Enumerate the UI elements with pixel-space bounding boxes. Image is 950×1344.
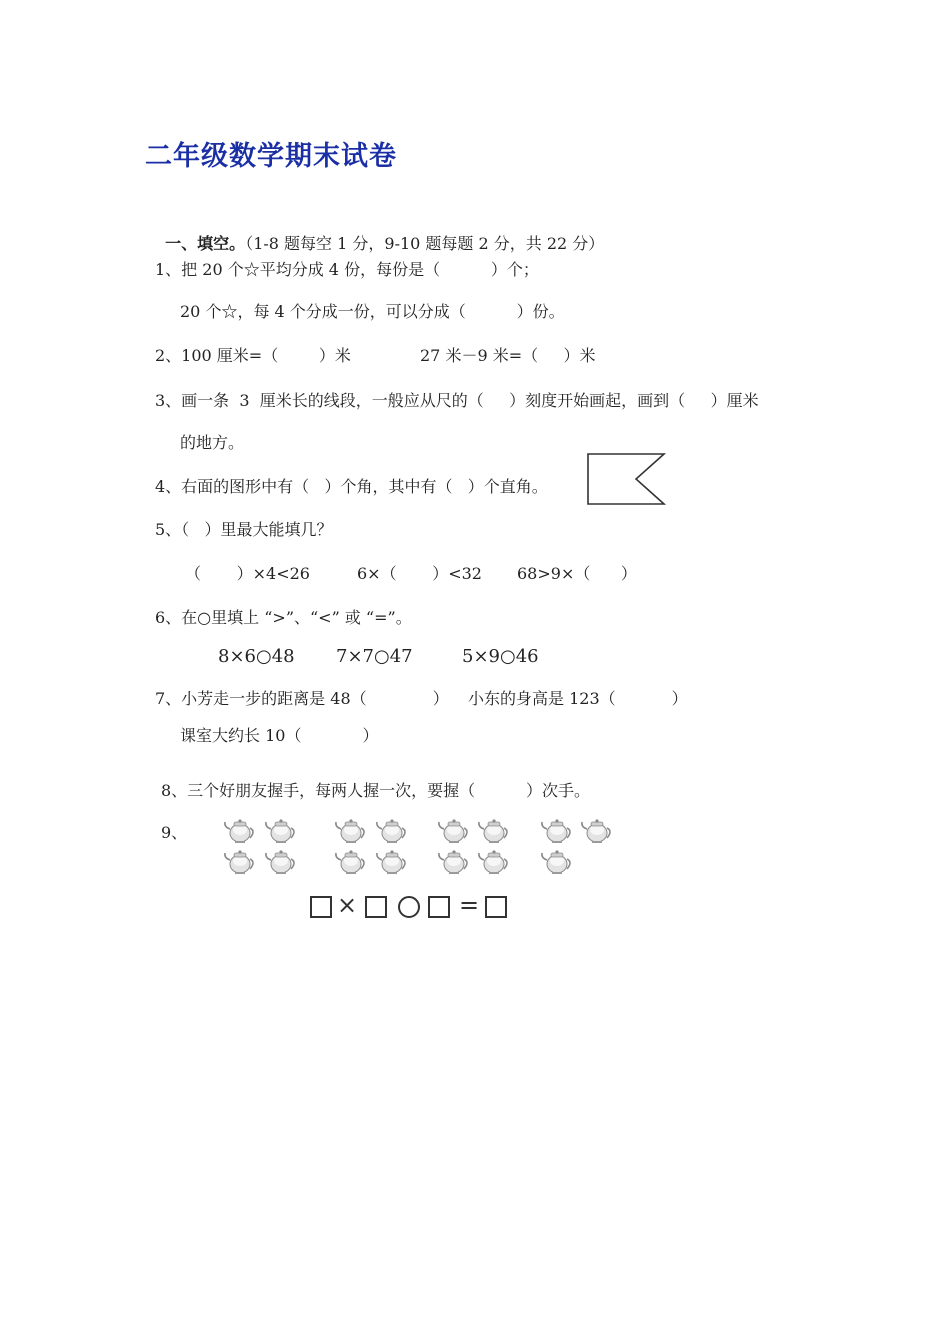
answer-box-1[interactable] <box>310 896 332 918</box>
answer-box-2[interactable] <box>365 896 387 918</box>
section-1-header <box>155 212 604 254</box>
teapot-icon <box>375 816 409 846</box>
teapot-icon <box>334 816 368 846</box>
q4-text: 4、右面的图形中有（ ）个角，其中有（ ）个直角。 <box>155 477 548 496</box>
q8-text: 8、三个好朋友握手，每两人握一次，要握（ ）次手。 <box>161 781 591 800</box>
q2-part2: 27 米－9 米=（ ）米 <box>420 346 596 365</box>
q6-item-b: 7×7○47 <box>336 646 413 667</box>
teapot-icon <box>477 816 511 846</box>
q6-heading: 6、在○里填上 “>”、“<” 或 “=”。 <box>155 608 412 627</box>
teapot-icon <box>477 847 511 877</box>
q3-line1: 3、画一条 3 厘米长的线段，一般应从尺的（ ）刻度开始画起，画到（ ）厘米 <box>155 391 759 410</box>
teapot-icon <box>580 816 614 846</box>
q5-heading: 5、（ ）里最大能填几？ <box>155 520 333 539</box>
teapot-icon <box>437 847 471 877</box>
q7-part1: 7、小芳走一步的距离是 48（ ） <box>155 689 449 708</box>
q5-item-a: （ ）×4<26 <box>185 564 310 583</box>
teapot-icon <box>223 847 257 877</box>
q7-part2: 小东的身高是 123（ ） <box>468 689 688 708</box>
flag-shape-figure <box>586 452 668 508</box>
teapot-icon <box>375 847 409 877</box>
teapot-icon <box>540 847 574 877</box>
q3-line2: 的地方。 <box>180 433 245 452</box>
q6-item-c: 5×9○46 <box>462 646 539 667</box>
teapot-icon <box>540 816 574 846</box>
teapot-icon <box>264 816 298 846</box>
q5-item-c: 68>9×（ ） <box>517 564 637 583</box>
q6-item-a: 8×6○48 <box>218 646 295 667</box>
teapot-icon <box>264 847 298 877</box>
teapot-icon <box>437 816 471 846</box>
teapot-icon <box>334 847 368 877</box>
operator-circle[interactable] <box>398 896 420 918</box>
answer-box-4[interactable] <box>485 896 507 918</box>
q9-label: 9、 <box>161 823 188 842</box>
times-sign: × <box>337 891 358 919</box>
q1-line2: 20 个☆，每 4 个分成一份，可以分成（ ）份。 <box>180 302 565 321</box>
page-title: 二年级数学期末试卷 <box>145 141 397 172</box>
teapot-icon <box>223 816 257 846</box>
q1-line1: 1、把 20 个☆平均分成 4 份，每份是（ ）个； <box>155 260 539 279</box>
q2-part1: 2、100 厘米=（ ）米 <box>155 346 351 365</box>
q7-line2: 课室大约长 10（ ） <box>180 726 379 745</box>
q5-item-b: 6×（ ）<32 <box>357 564 482 583</box>
equals-sign: = <box>459 891 480 919</box>
answer-box-3[interactable] <box>428 896 450 918</box>
section-1-heading: 一、填空。 <box>165 234 246 253</box>
section-1-note: （1-8 题每空 1 分，9-10 题每题 2 分，共 22 分） <box>245 234 605 253</box>
